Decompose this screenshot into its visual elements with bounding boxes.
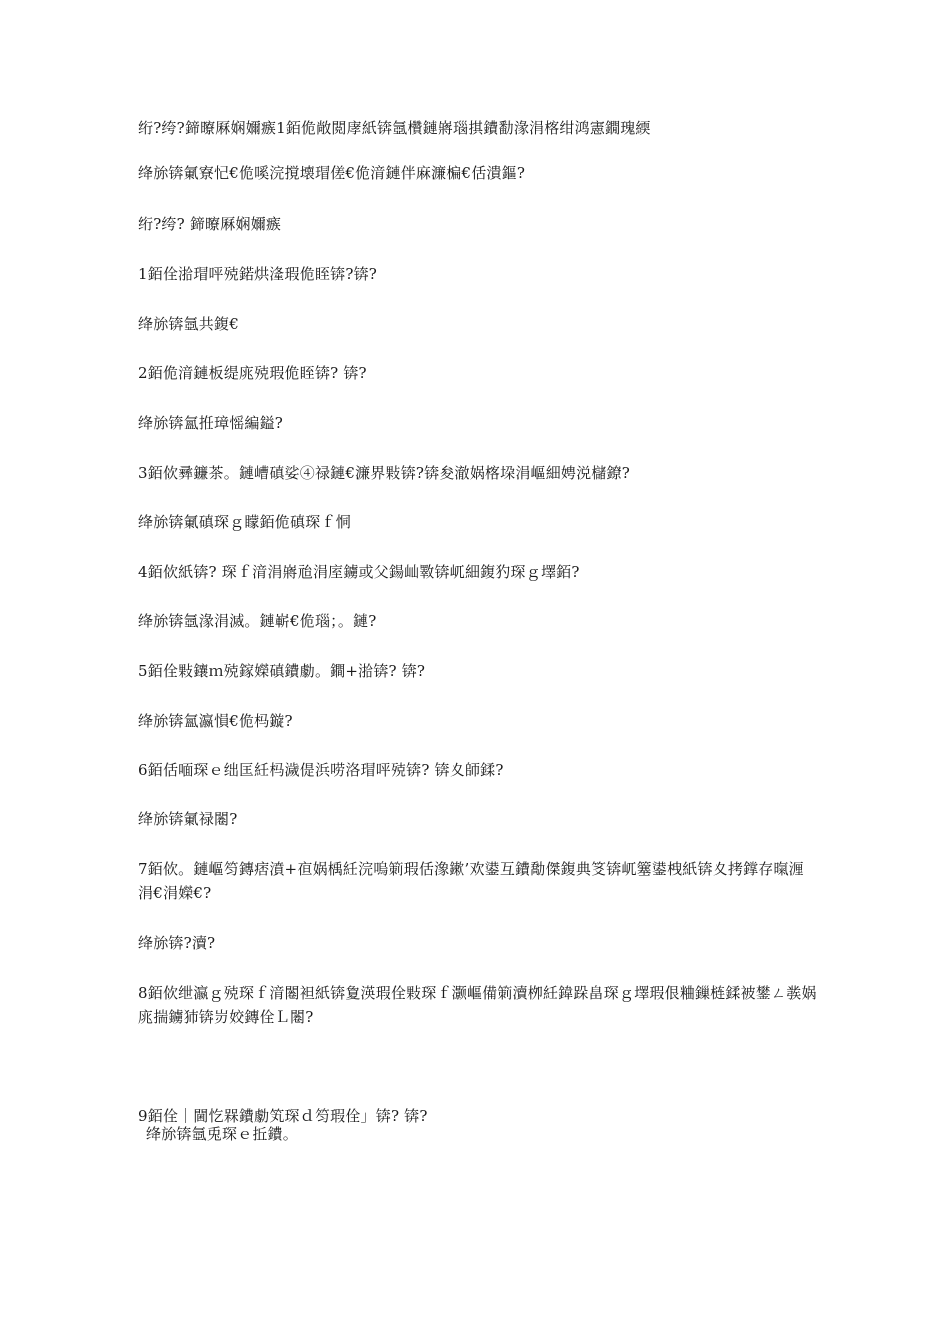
question-line: 3銆佽彞鐮茶。鏈嶆磌娑④禄鏈€濂界敤锛?锛夋澈娲楁垜涓嶇細娉涚櫧鐐? [138,464,630,482]
answer-line: 绛旀锛氳瀛愪€佹杩鏇? [138,712,293,730]
answer-line: 绛旀锛氬共鍑€ [138,315,239,333]
answer-line: 绛旀锛?瀆? [138,934,216,952]
question-line: 6銆佸喕琛ｅ绌匡紝杩濊偍浜唠洛瑁呯殑锛? 锛夊師鍒? [138,761,504,779]
answer-line: 绛旀锛氳拰璋愮編鎰? [138,414,284,432]
answer-line: 绛旀锛氭禄闂? [138,810,238,828]
question-line: 5銆佺敤鑲ｍ殑鎵嬫磌鐨勮。鐧+湁锛? 锛? [138,662,426,680]
answer-line: 绛旀锛氬湪涓滅。鏈嶄€佹瑙；。鏈? [138,612,377,630]
question-line: 9銆佺｜閫忔槑鐨勮笂琛ｄ笉瑕佺」锛? 锛? [138,1107,428,1125]
heading-line-1: 绗?绔?鍗曢厤娴嬭瘯1銆佹敞閲庨紙锛氬欑鏈嶈瑙掑鐨勫湪涓楁绀鸿憲鐗瑰緛 [138,119,651,137]
section-heading: 绗?绔? 鍗曢厤娴嬭瘯 [138,215,282,233]
question-line: 1銆佺湁瑁呯殑鍩烘湰瑕佹眰锛?锛? [138,265,378,283]
question-line: 7銆佽。鏈嶇笉鏄痞濆+亱娲楀紝浣嗚箣瑕佸潒鏉’欢鍙互鐨勪傑鍑典笅锛屼簺鍙栧紙锛夊拷鐣存暣湹涓€涓嬫€? [138,860,804,902]
answer-line: 绛旀锛氭磌琛ｇ矇銆佹磌琛ｆ恫 [138,513,351,531]
question-line: 8銆佽绁瀛ｇ殑琛ｆ湇闂袒紙锛夐渶瑕佺敤琛ｆ灏嶇備箣瀆栁紝鍏跺畠琛ｇ墿瑕佷粬鏁梿鍒被鐢ㄥ彂娲庣揣鐪犻锛岃姣鏄佺Ｌ闂? [138,984,817,1026]
question-line: 2銆佹湇鏈板缇庣殑瑕佹眰锛? 锛? [138,364,367,382]
answer-line: 绛旀锛氬兎琛ｅ拞鐨。 [146,1125,299,1143]
answer-line: 绛旀锛氭寮忋€佹嗘浣撹壊瑁傞€佹湇鏈伴麻濂楄€佸潰鏂? [138,164,526,182]
question-line: 4銆佽紙锛? 琛ｆ湇涓嶈兘涓庢鐪或父鍚屾斁锛屼細鍑犳琛ｇ墿銆? [138,563,580,581]
